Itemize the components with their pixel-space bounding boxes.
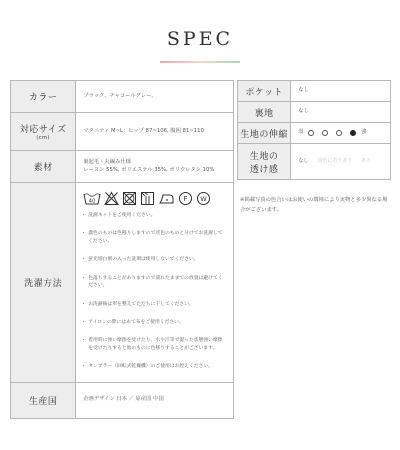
stretch-dot-3: [336, 130, 342, 136]
title-underline: [160, 61, 240, 63]
lining-row: [238, 102, 391, 123]
stretch-strong-label: 強: [361, 129, 367, 136]
stretch-dot-1: [308, 130, 314, 136]
size-label: 対応サイズ: [19, 125, 67, 135]
material-label: 素材: [11, 151, 76, 183]
washing-row: [11, 183, 234, 383]
color-label: カラー: [11, 81, 76, 113]
footnote: ※掲載写真の色合いはお使いの環境により実物と多少異なる場合がございます。: [240, 197, 388, 213]
material-value-2: レーヨン 55%, ポリエステル 35%, ポリウレタン 10%: [83, 166, 215, 173]
color-row: [11, 81, 234, 113]
line-dry-shade-icon: [140, 191, 155, 206]
washing-notes: [83, 212, 227, 371]
sheer-options-cell: [291, 144, 391, 180]
size-value: マタニティ M~L：ヒップ 87~106, 腹囲 81~110: [76, 113, 234, 151]
stretch-dot-2: [322, 130, 328, 136]
spec-table-right: [237, 80, 391, 180]
sheer-options: [298, 158, 390, 166]
stretch-scale: [298, 129, 390, 137]
dry-clean-f-icon: [178, 191, 193, 206]
sheer-option: なし: [298, 157, 309, 164]
sheer-option: あり: [361, 157, 372, 164]
stretch-weak-label: 弱: [298, 129, 304, 136]
wet-clean-w-icon: [196, 191, 211, 206]
lining-label: 裏地: [238, 102, 291, 123]
wash-40-icon: [83, 191, 101, 206]
origin-value: 企画デザイン 日本 ／ 原産国 中国: [76, 382, 234, 418]
washing-value-cell: [76, 183, 234, 383]
iron-low-icon: [158, 191, 175, 206]
washing-note: ・ 洗濯ネットをご使用ください。: [83, 212, 227, 219]
size-row: [11, 113, 234, 151]
size-unit: (cm): [36, 135, 50, 141]
sheer-label-1: 生地の: [249, 151, 279, 162]
material-value-cell: [76, 151, 234, 183]
lining-value: なし: [291, 102, 391, 123]
sheer-label-2: 透け感: [249, 164, 279, 175]
no-tumble-dry-icon: [122, 191, 137, 206]
no-bleach-icon: [104, 191, 119, 206]
washing-note: ・ 蛍光増白剤の入った洗剤は使用しないでください。: [83, 256, 227, 263]
spec-table-left: [10, 80, 234, 419]
washing-note: ・ アイロンの際にはあて布をご使用ください。: [83, 319, 227, 326]
washing-note: ・ 濃色のものは色移りしますので淡色のものと分けてお洗濯してください。: [83, 230, 227, 245]
material-value-1: 裏起毛・丸編み仕様: [83, 158, 131, 165]
pocket-label: ポケット: [238, 81, 291, 102]
washing-note: ・ 着用時に強い摩擦を受けたり、水や汗等で湿った状態強い摩擦を受けたりすると他のものに色移りすることがございます。: [83, 337, 227, 352]
stretch-dot-4: [350, 130, 356, 136]
stretch-label: 生地の伸縮: [238, 123, 291, 144]
svg-text:W: W: [200, 195, 207, 203]
care-icons: [83, 191, 227, 206]
stretch-scale-cell: [291, 123, 391, 144]
svg-text:F: F: [183, 195, 188, 203]
washing-note: ・ 色落ちすることがありますので濡れたままでの放置は避けてください。: [83, 275, 227, 290]
pocket-value: なし: [291, 81, 391, 102]
size-label-cell: [11, 113, 76, 151]
sheer-label-cell: [238, 144, 291, 180]
color-value: ブラック、チャコールグレー、: [76, 81, 234, 113]
origin-row: [11, 382, 234, 418]
washing-note: ・ タンブラー（回転式乾燥機）のご使用はお控えください。: [83, 363, 227, 370]
pocket-row: [238, 81, 391, 102]
washing-label: 洗濯方法: [11, 183, 76, 383]
material-row: [11, 151, 234, 183]
sheer-option: 淡色に若干あり: [317, 157, 353, 164]
origin-label: 生産国: [11, 382, 76, 418]
sheer-row: [238, 144, 391, 180]
page-title: SPEC: [166, 28, 234, 50]
washing-note: ・ お洗濯後は形を整えてただちに干してください。: [83, 301, 227, 308]
stretch-row: [238, 123, 391, 144]
wash-temp-text: 40: [88, 198, 96, 205]
